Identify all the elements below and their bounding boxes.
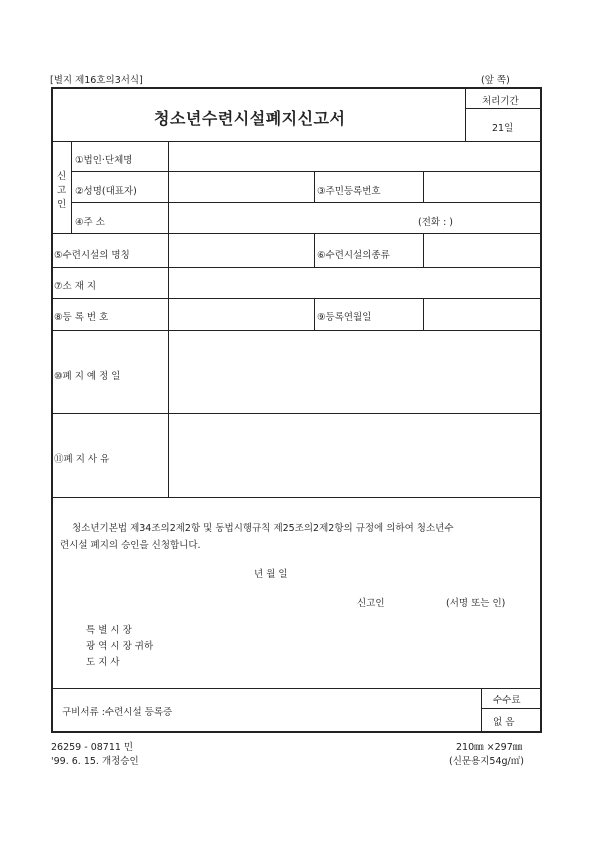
rrn-divider-left	[314, 171, 315, 202]
rrn-label: ③주민등록번호	[317, 186, 381, 197]
fee-line	[481, 708, 540, 709]
rrn-divider-right	[423, 171, 424, 202]
processing-divider	[465, 88, 466, 141]
rep-name-label: ②성명(대표자)	[75, 186, 137, 197]
declaration-line-2: 련시설 폐지의 승인을 신청합니다.	[60, 540, 201, 551]
attachments-label: 구비서류 :수련시설 등록증	[62, 707, 173, 718]
reporter-label-1: 신	[57, 171, 67, 182]
processing-label: 처리기간	[482, 96, 519, 107]
corp-name-label: ①법인·단체명	[75, 155, 133, 166]
paper-type: (신문용지54g/㎡)	[449, 756, 524, 767]
closure-date-label: ⑩폐 지 예 정 일	[54, 371, 121, 382]
form-code: 26259 - 08711 민	[51, 742, 134, 753]
type-divider-right	[423, 233, 424, 267]
row-line-closure-date	[52, 413, 540, 414]
reg-no-label: ⑧등 록 번 호	[54, 312, 109, 323]
addressee-3: 도 지 사	[86, 657, 120, 668]
declaration-line-1: 청소년기본법 제34조의2제2항 및 동법시행규칙 제25조의2제2항의 규정에 의하여 청소년수	[72, 523, 454, 534]
location-label: ⑦소 재 지	[54, 281, 97, 292]
label-column-divider	[168, 141, 169, 497]
fee-label: 수수료	[493, 695, 521, 706]
row-line-reg	[52, 330, 540, 331]
reporter-label-2: 고	[57, 185, 67, 196]
row-line-corp	[71, 171, 540, 172]
address-label: ④주 소	[75, 217, 105, 228]
page-side-label: (앞 쪽)	[481, 75, 510, 86]
date-line: 년 월 일	[254, 569, 288, 580]
phone-label: (전화 : )	[418, 217, 454, 228]
frame-right	[540, 87, 542, 733]
closure-reason-label: ⑪폐 지 사 유	[54, 454, 110, 465]
reporter-label-3: 인	[57, 199, 67, 210]
row-line-footer	[52, 688, 540, 689]
form-number: [별지 제16호의3서식]	[50, 75, 143, 86]
fee-divider	[481, 688, 482, 731]
signer-label: 신고인	[357, 598, 385, 609]
processing-line	[465, 108, 540, 109]
row-line-title	[52, 141, 540, 142]
addressee-1: 특 별 시 장	[86, 625, 132, 636]
reg-date-label: ⑨등록연월일	[317, 312, 372, 323]
addressee-2: 광 역 시 장 귀하	[86, 641, 154, 652]
reporter-group-divider	[71, 141, 72, 233]
processing-value: 21일	[492, 123, 514, 134]
frame-top	[51, 87, 541, 89]
fee-value: 없 음	[493, 717, 515, 728]
row-line-facility	[52, 267, 540, 268]
facility-name-label: ⑤수련시설의 명칭	[54, 250, 130, 261]
facility-type-label: ⑥수련시설의종류	[317, 250, 390, 261]
reg-divider-left	[314, 298, 315, 330]
row-line-location	[52, 298, 540, 299]
sign-hint: (서명 또는 인)	[446, 598, 506, 609]
type-divider-left	[314, 233, 315, 267]
row-line-closure-reason	[52, 497, 540, 498]
row-line-address	[52, 233, 540, 234]
approval-note: '99. 6. 15. 개정승인	[51, 756, 139, 767]
reg-divider-right	[423, 298, 424, 330]
frame-left	[51, 87, 53, 733]
frame-bottom	[51, 731, 541, 733]
paper-size: 210㎜ ×297㎜	[456, 742, 523, 753]
form-title: 청소년수련시설폐지신고서	[154, 109, 346, 128]
row-line-name	[71, 202, 540, 203]
